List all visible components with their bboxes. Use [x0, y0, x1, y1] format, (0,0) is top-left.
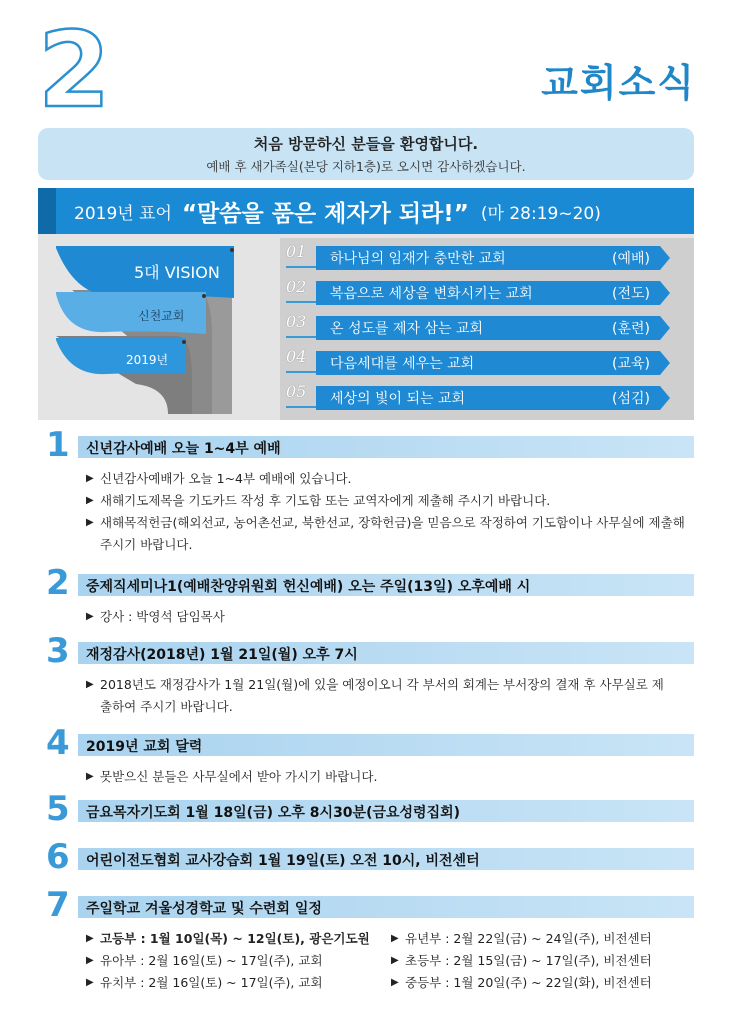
bullet-item: ▶ 못받으신 분들은 사무실에서 받아 가시기 바랍니다. [86, 766, 696, 788]
schedule-columns [86, 928, 696, 994]
section-number: 4 [46, 723, 70, 763]
motto-banner [38, 188, 694, 234]
notice-section-6 [46, 837, 696, 877]
notice-section-3 [46, 631, 696, 718]
section-title: 중제직세미나1(예배찬양위원회 헌신예배) 오는 주일(13일) 오후예배 시 [86, 579, 531, 595]
vision-item-text: 세상의 빛이 되는 교회 [330, 391, 466, 407]
vision-item-category: (예배) [612, 251, 650, 267]
section-title: 신년감사예배 오늘 1~4부 예배 [86, 441, 281, 457]
motto-reference: (마 28:19~20) [480, 203, 601, 224]
vision-item [286, 273, 690, 307]
vision-item [286, 343, 690, 377]
section-title: 금요목자기도회 1월 18일(금) 오후 8시30분(금요성령집회) [86, 805, 461, 821]
bullet-item: ▶ 새해목적헌금(해외선교, 농어촌선교, 북한선교, 장학헌금)을 믿음으로 작정하여 기도함이나 사무실에 제출해 주시기 바랍니다. [86, 512, 686, 556]
section-title: 재정감사(2018년) 1월 21일(월) 오후 7시 [86, 647, 358, 663]
schedule-item: ▶ 중등부 : 1월 20일(주) ~ 22일(화), 비전센터 [391, 972, 696, 994]
motto-quote: “말씀을 품은 제자가 되라!” [181, 200, 469, 227]
section-title: 주일학교 겨울성경학교 및 수련회 일정 [86, 901, 322, 917]
vision-item-num: 03 [286, 312, 307, 331]
vision-item-num: 05 [286, 382, 307, 401]
welcome-box [38, 128, 694, 180]
section-number: 3 [46, 631, 70, 671]
bullet-list [86, 674, 696, 718]
vision-item-num: 02 [286, 277, 307, 296]
notice-section-4 [46, 723, 696, 788]
motto-year: 2019년 표어 [74, 203, 172, 224]
vision-graphic [56, 238, 268, 418]
section-number: 7 [46, 885, 70, 925]
bullet-item: ▶ 2018년도 재정감사가 1월 21일(월)에 있을 예정이오니 각 부서의 회계는 부서장의 결재 후 사무실로 제출하여 주시기 바랍니다. [86, 674, 666, 718]
section-title: 어린이전도협회 교사강습회 1월 19일(토) 오전 10시, 비전센터 [86, 853, 480, 869]
vision-year: 2019년 [126, 353, 169, 367]
notice-section-7 [46, 885, 696, 994]
bullet-list [86, 606, 696, 628]
vision-title: 5대 VISION [134, 263, 220, 282]
notice-section-1 [46, 425, 696, 556]
welcome-heading: 처음 방문하신 분들을 환영합니다. [253, 135, 479, 153]
schedule-item: ▶ 유아부 : 2월 16일(토) ~ 17일(주), 교회 [86, 950, 391, 972]
section-number: 6 [46, 837, 70, 877]
vision-item-num: 04 [286, 347, 307, 366]
schedule-left [86, 928, 391, 994]
schedule-item: ▶ 유년부 : 2월 22일(금) ~ 24일(주), 비전센터 [391, 928, 696, 950]
schedule-right [391, 928, 696, 994]
vision-list [280, 238, 694, 420]
vision-item-text: 복음으로 세상을 변화시키는 교회 [330, 286, 533, 302]
page-number-outline [30, 18, 140, 118]
schedule-item: ▶ 유치부 : 2월 16일(토) ~ 17일(주), 교회 [86, 972, 391, 994]
vision-item [286, 378, 690, 412]
vision-church: 신천교회 [138, 309, 185, 323]
welcome-subtext: 예배 후 새가족실(본당 지하1층)로 오시면 감사하겠습니다. [206, 159, 526, 174]
section-title: 2019년 교회 달력 [86, 739, 203, 755]
section-number: 1 [46, 425, 70, 465]
bullet-item: ▶ 새해기도제목을 기도카드 작성 후 기도함 또는 교역자에게 제출해 주시기 바랍니다. [86, 490, 696, 512]
bullet-item: ▶ 강사 : 박영석 담임목사 [86, 606, 696, 628]
notice-section-2 [46, 563, 696, 628]
schedule-item: ▶ 고등부 : 1월 10일(목) ~ 12일(토), 광은기도원 [86, 928, 391, 950]
vision-item-text: 다음세대를 세우는 교회 [330, 356, 475, 372]
vision-item-category: (훈련) [612, 321, 650, 337]
vision-item-category: (교육) [612, 356, 650, 372]
notice-section-5 [46, 789, 696, 829]
section-number: 2 [46, 563, 70, 603]
page-title: 교회소식 [541, 61, 696, 105]
bullet-item: ▶ 신년감사예배가 오늘 1~4부 예배에 있습니다. [86, 468, 696, 490]
page-number-text: 2 [38, 18, 111, 118]
section-number: 5 [46, 789, 70, 829]
vision-item-text: 하나님의 임재가 충만한 교회 [330, 251, 506, 267]
bullet-list [86, 468, 696, 556]
vision-item-category: (전도) [612, 286, 650, 302]
vision-item-category: (섬김) [612, 391, 650, 407]
vision-item-num: 01 [286, 242, 307, 261]
schedule-item: ▶ 초등부 : 2월 15일(금) ~ 17일(주), 비전센터 [391, 950, 696, 972]
vision-item [286, 308, 690, 342]
vision-item-text: 온 성도를 제자 삼는 교회 [330, 321, 484, 337]
bullet-list [86, 766, 696, 788]
vision-panel [38, 234, 694, 420]
vision-item [286, 238, 690, 272]
banner-ribbon [38, 188, 56, 234]
